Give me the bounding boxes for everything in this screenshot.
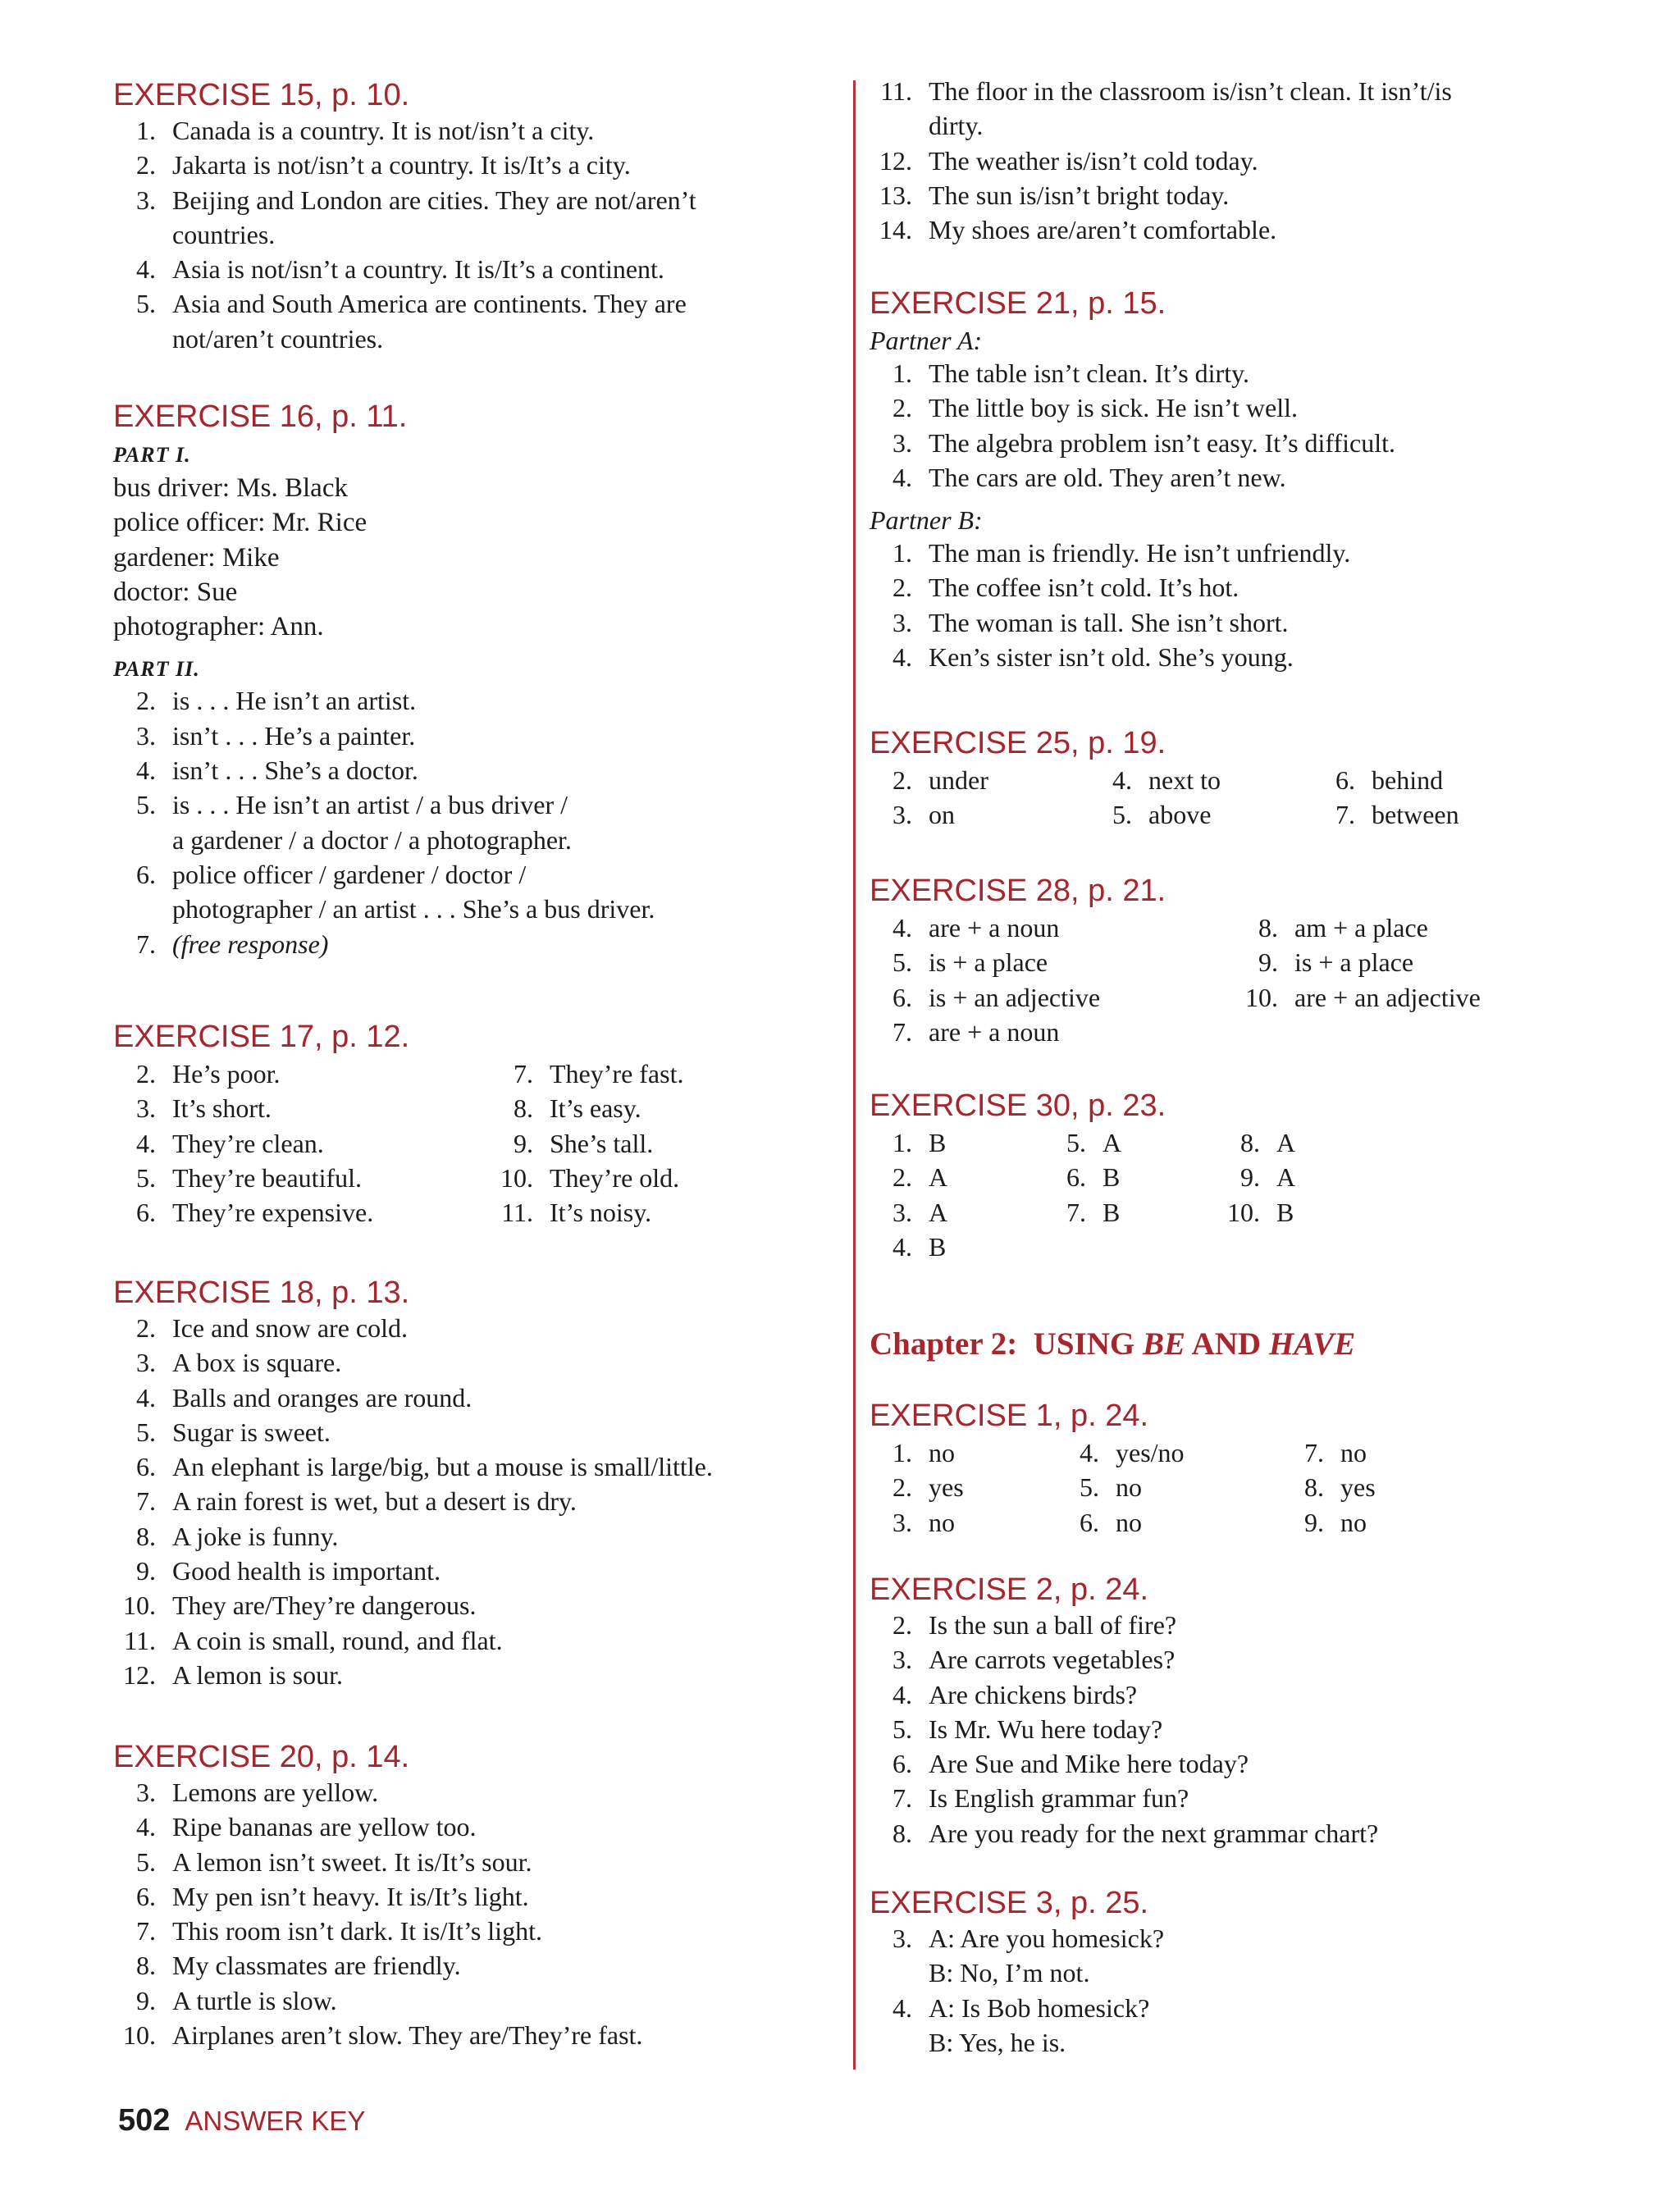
answer-line (113, 1449, 835, 1484)
item-text: Are chickens birds? (929, 1679, 1138, 1709)
answer-line (870, 640, 1600, 674)
answer-line (870, 178, 1600, 212)
item-number: 13. (879, 180, 912, 210)
item-text: B: No, I’m not. (929, 1958, 1090, 1988)
exercise-title: EXERCISE 17, p. 12. (113, 1020, 410, 1054)
item-text: A joke is funny. (172, 1521, 339, 1551)
item-number: 4. (892, 1992, 912, 2023)
page-footer (118, 2100, 365, 2141)
item-number: 3. (892, 800, 912, 830)
item-number: 11. (124, 1625, 156, 1655)
item-number: 3. (136, 1778, 156, 1807)
answer-line (113, 1588, 835, 1622)
answer-line (113, 787, 835, 822)
item-number: 7. (136, 1486, 156, 1517)
exercise-28 (870, 871, 1600, 1055)
item-text: no (1340, 1438, 1367, 1467)
item-number: 3. (892, 1924, 912, 1953)
item-text: A: Are you homesick? (929, 1924, 1165, 1953)
answer-line (113, 1484, 835, 1518)
answer-line (113, 1519, 835, 1554)
exercise-title: EXERCISE 20, p. 14. (113, 1740, 410, 1774)
page-number: 502 (118, 2103, 171, 2138)
answer-line (113, 286, 835, 321)
chapter-have: HAVE (1268, 1326, 1356, 1362)
item-text: A: Is Bob homesick? (929, 1992, 1150, 2023)
item-number: 8. (136, 1521, 156, 1551)
exercise-title: EXERCISE 25, p. 19. (870, 726, 1166, 760)
item-text: Are Sue and Mike here today? (929, 1749, 1249, 1779)
item-text: A lemon is sour. (172, 1659, 344, 1690)
item-text: A rain forest is wet, but a desert is dry. (172, 1486, 577, 1517)
item-text: A box is square. (172, 1348, 342, 1378)
item-number: 11. (880, 76, 912, 106)
item-number: 3. (892, 607, 912, 637)
item-number: 2. (136, 150, 156, 180)
item-number: 14. (879, 215, 912, 245)
item-text: A coin is small, round, and flat. (172, 1625, 503, 1655)
item-number: 10. (500, 1162, 533, 1193)
exercise-15 (113, 75, 835, 356)
item-number: 5. (136, 1846, 156, 1877)
item-text: A (1276, 1128, 1296, 1157)
item-text: The table isn’t clean. It’s dirty. (929, 358, 1249, 388)
answer-line (113, 2018, 835, 2052)
item-number: 1. (892, 358, 912, 388)
item-text: police officer / gardener / doctor / (172, 859, 527, 889)
answer-line (113, 1983, 835, 2018)
item-text: is + an adjective (929, 982, 1101, 1012)
item-text: The coffee isn’t cold. It’s hot. (929, 573, 1239, 603)
chapter-prefix: Chapter 2: USING (870, 1326, 1143, 1362)
answer-line (870, 1956, 1600, 1990)
item-text: yes (929, 1472, 964, 1503)
item-text: My shoes are/aren’t comfortable. (929, 215, 1277, 245)
item-text: The weather is/isn’t cold today. (929, 145, 1258, 176)
item-number: 7. (1335, 800, 1355, 830)
item-number: 9. (136, 1985, 156, 2015)
answer-line (870, 1991, 1600, 2025)
answer-line (113, 1311, 835, 1345)
item-text: above (1148, 800, 1212, 830)
item-text: They’re old. (550, 1162, 680, 1193)
answer-line (113, 252, 835, 286)
item-text: no (1340, 1507, 1367, 1537)
answer-line (113, 1623, 835, 1658)
footer-label: ANSWER KEY (185, 2106, 366, 2136)
item-text: An elephant is large/big, but a mouse is small/little. (172, 1452, 713, 1482)
item-number: 8. (136, 1951, 156, 1981)
exercise-17 (113, 1017, 835, 1237)
answer-line (113, 148, 835, 182)
answer-line (113, 753, 835, 787)
answer-line (870, 390, 1600, 425)
item-number: 9. (1304, 1507, 1324, 1537)
item-text: no (929, 1507, 955, 1537)
exercise-title: EXERCISE 2, p. 24. (870, 1572, 1149, 1607)
answer-line (870, 460, 1600, 495)
item-number: 5. (136, 1162, 156, 1193)
item-number: 9. (1240, 1162, 1260, 1193)
item-text: behind (1372, 765, 1444, 795)
item-text: Balls and oranges are round. (172, 1382, 472, 1412)
answer-line (870, 2025, 1600, 2060)
item-number: 6. (1335, 765, 1355, 795)
item-number: 4. (136, 254, 156, 285)
answer-line (113, 1345, 835, 1380)
item-text: under (929, 765, 988, 795)
item-number: 3. (136, 1348, 156, 1378)
item-text: A (929, 1162, 948, 1193)
chapter2-exercise-1 (870, 1396, 1600, 1544)
answer-line (870, 144, 1600, 178)
exercise-title: EXERCISE 21, p. 15. (870, 286, 1166, 321)
answer-line (870, 1781, 1600, 1815)
item-number: 5. (1066, 1128, 1086, 1157)
item-text: Is the sun a ball of fire? (929, 1610, 1177, 1640)
item-text: B (929, 1128, 947, 1157)
item-number: 3. (892, 1645, 912, 1675)
item-text: B (1102, 1197, 1121, 1227)
item-number: 2. (892, 765, 912, 795)
part-label: PART II. (113, 657, 200, 682)
exercise-title: EXERCISE 18, p. 13. (113, 1276, 410, 1310)
item-text: A (1276, 1162, 1296, 1193)
item-number: 8. (1304, 1472, 1324, 1503)
item-text: no (929, 1438, 955, 1467)
item-text: Is Mr. Wu here today? (929, 1714, 1163, 1744)
exercise-title: EXERCISE 15, p. 10. (113, 78, 410, 112)
answer-line (113, 1554, 835, 1588)
answer-line (113, 1914, 835, 1948)
item-text: on (929, 800, 955, 830)
item-text: Are carrots vegetables? (929, 1645, 1176, 1675)
role-assignment: bus driver: Ms. Black (113, 473, 348, 503)
item-text: countries. (172, 219, 276, 249)
answer-line (113, 1879, 835, 1914)
item-text: am + a place (1294, 913, 1428, 942)
exercise-title: EXERCISE 3, p. 25. (870, 1886, 1149, 1920)
item-number: 2. (136, 686, 156, 716)
answer-line (113, 217, 835, 252)
item-text: dirty. (929, 111, 984, 141)
item-text: Asia and South America are continents. They are (172, 289, 687, 319)
item-number: 4. (892, 913, 912, 942)
item-text: A lemon isn’t sweet. It is/It’s sour. (172, 1846, 532, 1877)
item-text: Lemons are yellow. (172, 1778, 379, 1807)
item-text: no (1116, 1472, 1142, 1503)
item-text: are + a noun (929, 913, 1060, 942)
item-text: It’s short. (172, 1093, 272, 1124)
item-text: yes (1340, 1472, 1376, 1503)
item-number: 6. (136, 1881, 156, 1911)
answer-line (113, 719, 835, 753)
item-text: Good health is important. (172, 1556, 441, 1586)
item-number: 1. (892, 1438, 912, 1467)
answer-line (870, 426, 1600, 460)
item-text: My classmates are friendly. (172, 1951, 461, 1981)
role-assignment: gardener: Mike (113, 542, 280, 573)
exercise-20-continued (870, 75, 1600, 247)
item-number: 6. (136, 1198, 156, 1228)
item-text: Ice and snow are cold. (172, 1313, 408, 1343)
exercise-21 (870, 284, 1600, 674)
item-number: 2. (892, 1162, 912, 1193)
item-text: He’s poor. (172, 1059, 281, 1088)
exercise-title: EXERCISE 30, p. 23. (870, 1088, 1166, 1123)
item-text: My pen isn’t heavy. It is/It’s light. (172, 1881, 529, 1911)
item-number: 4. (892, 462, 912, 492)
item-number: 12. (123, 1659, 156, 1690)
item-number: 6. (1066, 1162, 1086, 1193)
item-text: Ken’s sister isn’t old. She’s young. (929, 642, 1294, 673)
item-text: A (929, 1197, 948, 1227)
exercise-title: EXERCISE 28, p. 21. (870, 874, 1166, 908)
item-number: 2. (892, 573, 912, 603)
partner-label: Partner A: (870, 326, 983, 355)
item-text: not/aren’t countries. (172, 323, 384, 354)
item-number: 8. (1240, 1128, 1260, 1157)
item-number: 4. (136, 1128, 156, 1158)
item-number: 12. (879, 145, 912, 176)
item-number: 7. (136, 1916, 156, 1946)
role-assignment: doctor: Sue (113, 577, 238, 607)
item-text: This room isn’t dark. It is/It’s light. (172, 1916, 542, 1946)
exercise-16 (113, 397, 835, 961)
item-number: 6. (892, 982, 912, 1012)
item-text: photographer / an artist . . . She’s a bus driver. (172, 894, 655, 924)
answer-line (870, 108, 1600, 143)
item-number: 3. (136, 720, 156, 751)
chapter-heading (870, 1324, 1600, 1365)
role-assignment: photographer: Ann. (113, 612, 324, 642)
item-text: between (1372, 800, 1459, 830)
item-number: 5. (136, 790, 156, 820)
answer-line (870, 1677, 1600, 1712)
item-number: 4. (892, 642, 912, 673)
item-text: They’re clean. (172, 1128, 324, 1158)
item-text: B (929, 1231, 947, 1262)
item-text: is . . . He isn’t an artist. (172, 686, 417, 716)
chapter-and: AND (1185, 1326, 1269, 1362)
item-text: They are/They’re dangerous. (172, 1590, 477, 1621)
item-number: 4. (136, 755, 156, 786)
item-text: Asia is not/isn’t a country. It is/It’s a continent. (172, 254, 664, 285)
item-number: 5. (892, 1714, 912, 1744)
answer-line (870, 212, 1600, 247)
exercise-title: EXERCISE 16, p. 11. (113, 399, 408, 434)
answer-line (870, 1816, 1600, 1851)
item-text: yes/no (1116, 1438, 1185, 1467)
partner-label: Partner B: (870, 505, 983, 536)
item-number: 5. (892, 947, 912, 978)
item-number: 4. (136, 1382, 156, 1412)
item-number: 7. (136, 929, 156, 959)
exercise-25 (870, 723, 1600, 837)
item-number: 4. (1080, 1438, 1099, 1467)
answer-line (113, 183, 835, 217)
part-label: PART I. (113, 443, 191, 467)
item-number: 6. (136, 1452, 156, 1482)
item-number: 2. (892, 1472, 912, 1503)
column-divider (853, 80, 856, 2070)
answer-line (113, 857, 835, 892)
exercise-title: EXERCISE 1, p. 24. (870, 1399, 1149, 1433)
answer-line (113, 1845, 835, 1879)
item-number: 10. (123, 1590, 156, 1621)
item-number: 7. (892, 1016, 912, 1047)
item-number: 2. (892, 1610, 912, 1640)
chapter-be: BE (1142, 1326, 1185, 1362)
item-number: 9. (514, 1128, 533, 1158)
item-number: 9. (1258, 947, 1278, 978)
item-number: 4. (892, 1679, 912, 1709)
item-number: 7. (1066, 1197, 1086, 1227)
item-number: 1. (136, 116, 156, 145)
item-number: 3. (892, 1507, 912, 1537)
answer-line (870, 536, 1600, 570)
item-number: 4. (892, 1231, 912, 1262)
answer-line (113, 1948, 835, 1983)
item-text: The man is friendly. He isn’t unfriendly. (929, 538, 1351, 568)
item-text: A (1102, 1128, 1122, 1157)
answer-line (113, 1658, 835, 1692)
item-number: 11. (501, 1198, 533, 1228)
item-text: It’s easy. (550, 1093, 641, 1124)
chapter2-exercise-2 (870, 1570, 1600, 1851)
item-text: B (1102, 1162, 1121, 1193)
item-number: 9. (136, 1556, 156, 1586)
item-number: 6. (892, 1749, 912, 1779)
item-text: The cars are old. They aren’t new. (929, 462, 1286, 492)
item-number: 7. (1304, 1438, 1324, 1467)
item-number: 3. (892, 1197, 912, 1227)
exercise-30 (870, 1086, 1600, 1270)
answer-line (870, 1642, 1600, 1677)
item-number: 8. (1258, 913, 1278, 942)
answer-line (870, 1608, 1600, 1642)
item-text: isn’t . . . He’s a painter. (172, 720, 416, 751)
answer-line (113, 1415, 835, 1449)
item-number: 7. (514, 1059, 533, 1088)
item-number: 4. (1112, 765, 1132, 795)
item-text: Are you ready for the next grammar chart? (929, 1818, 1379, 1848)
item-text: Is English grammar fun? (929, 1783, 1189, 1814)
item-number: 1. (892, 538, 912, 568)
answer-line (113, 1775, 835, 1809)
item-text: is + a place (929, 947, 1048, 978)
item-text: Airplanes aren’t slow. They are/They’re fast. (172, 2020, 643, 2051)
item-number: 4. (136, 1812, 156, 1842)
item-text: Ripe bananas are yellow too. (172, 1812, 477, 1842)
item-number: 5. (136, 1417, 156, 1447)
item-number: 7. (892, 1783, 912, 1814)
answer-line (870, 1921, 1600, 1956)
item-text: A turtle is slow. (172, 1985, 337, 2015)
answer-line (113, 1809, 835, 1844)
chapter2-exercise-3 (870, 1883, 1600, 2060)
item-number: 3. (136, 185, 156, 215)
item-text: (free response) (172, 929, 329, 959)
item-number: 10. (1245, 982, 1278, 1012)
item-number: 5. (1112, 800, 1132, 830)
item-text: Beijing and London are cities. They are not/aren’t (172, 185, 696, 215)
answer-line (870, 605, 1600, 640)
item-text: B: Yes, he is. (929, 2027, 1066, 2057)
item-number: 6. (1080, 1507, 1099, 1537)
answer-line (113, 113, 835, 148)
item-text: The floor in the classroom is/isn’t clean. It isn’t/is (929, 76, 1452, 106)
item-number: 8. (892, 1818, 912, 1848)
item-text: It’s noisy. (550, 1198, 652, 1228)
item-number: 10. (1227, 1197, 1260, 1227)
answer-line (870, 570, 1600, 605)
item-text: She’s tall. (550, 1128, 654, 1158)
item-number: 3. (892, 427, 912, 458)
answer-line (870, 1712, 1600, 1746)
item-number: 10. (123, 2020, 156, 2051)
item-text: no (1116, 1507, 1142, 1537)
answer-line (113, 322, 835, 356)
item-text: are + an adjective (1294, 982, 1481, 1012)
item-text: The sun is/isn’t bright today. (929, 180, 1230, 210)
answer-line (113, 1381, 835, 1415)
role-assignment: police officer: Mr. Rice (113, 508, 368, 538)
item-number: 2. (892, 393, 912, 423)
item-number: 5. (1080, 1472, 1099, 1503)
item-text: are + a noun (929, 1016, 1060, 1047)
item-number: 1. (892, 1128, 912, 1157)
exercise-20 (113, 1737, 835, 2052)
item-number: 6. (136, 859, 156, 889)
item-number: 3. (136, 1093, 156, 1124)
item-text: The algebra problem isn’t easy. It’s difficult. (929, 427, 1396, 458)
item-text: is + a place (1294, 947, 1414, 978)
answer-line (113, 927, 835, 961)
item-text: The little boy is sick. He isn’t well. (929, 393, 1299, 423)
item-text: They’re expensive. (172, 1198, 374, 1228)
item-number: 2. (136, 1059, 156, 1088)
answer-line (870, 1746, 1600, 1781)
item-number: 2. (136, 1313, 156, 1343)
item-number: 8. (514, 1093, 533, 1124)
item-text: They’re fast. (550, 1059, 684, 1088)
exercise-18 (113, 1273, 835, 1692)
answer-line (113, 823, 835, 857)
item-text: a gardener / a doctor / a photographer. (172, 824, 572, 855)
item-text: They’re beautiful. (172, 1162, 362, 1193)
item-text: The woman is tall. She isn’t short. (929, 607, 1289, 637)
answer-line (870, 74, 1600, 108)
item-text: next to (1148, 765, 1221, 795)
item-text: B (1276, 1197, 1294, 1227)
item-text: Sugar is sweet. (172, 1417, 331, 1447)
answer-line (870, 356, 1600, 390)
item-text: is . . . He isn’t an artist / a bus driver / (172, 790, 568, 820)
item-text: Jakarta is not/isn’t a country. It is/It’s a city. (172, 150, 631, 180)
item-number: 5. (136, 289, 156, 319)
item-text: Canada is a country. It is not/isn’t a city. (172, 116, 595, 145)
item-text: isn’t . . . She’s a doctor. (172, 755, 418, 786)
answer-line (113, 683, 835, 718)
answer-line (113, 892, 835, 926)
